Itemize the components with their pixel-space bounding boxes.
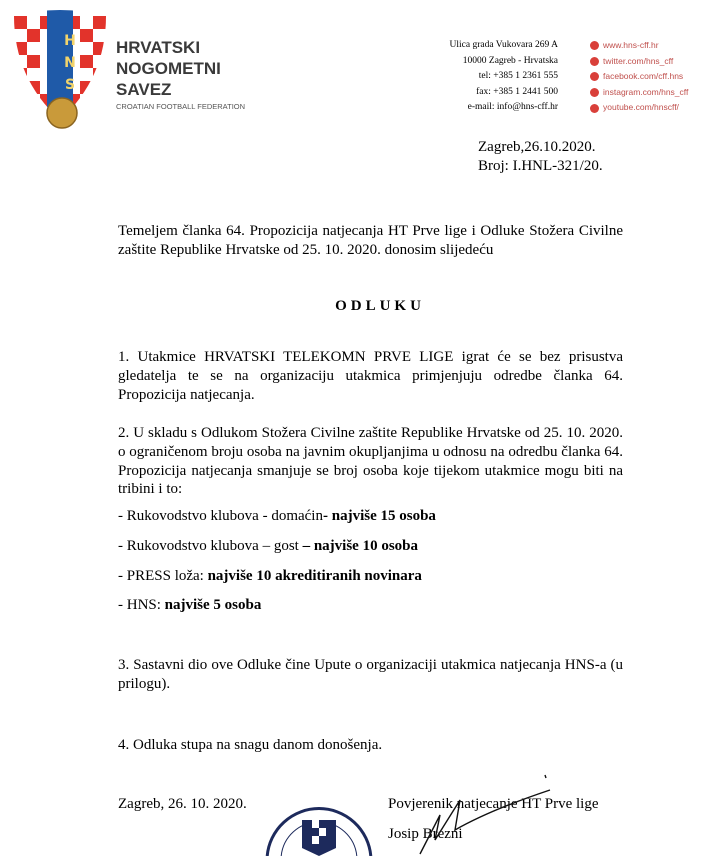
doc-date: Zagreb,26.10.2020. (478, 139, 596, 155)
twitter-icon (590, 57, 599, 66)
facebook-icon (590, 72, 599, 81)
social-instagram[interactable]: instagram.com/hns_cff (590, 85, 688, 101)
logo-text: HNS (64, 33, 76, 93)
signature (400, 770, 560, 856)
web-icon (590, 41, 599, 50)
doc-meta (478, 138, 603, 176)
signer-name: Josip Brezni (388, 826, 463, 842)
signer-title: Povjerenik natjecanje HT Prve lige (388, 796, 599, 812)
sign-date: Zagreb, 26. 10. 2020. (118, 796, 247, 812)
social-facebook[interactable]: facebook.com/cff.hns (590, 69, 688, 85)
item-1: 1. Utakmice HRVATSKI TELEKOMN PRVE LIGE igrat će se bez prisustva gledatelja te se na organizaciju utakmica primjenjuju odredbe članka 64. Propozicija natjecanja. (118, 349, 623, 403)
social-links (590, 38, 688, 116)
football-icon (47, 98, 77, 128)
social-web[interactable]: www.hns-cff.hr (590, 38, 688, 54)
item-4: 4. Odluka stupa na snagu danom donošenja. (118, 737, 383, 753)
intro-paragraph: Temeljem članka 64. Propozicija natjecanja HT Prve lige i Odluke Stožera Civilne zaštite Republike Hrvatske od 25. 10. 2020. donosim slijedeću (118, 223, 623, 258)
doc-title: ODLUKU (335, 298, 425, 314)
instagram-icon (590, 88, 599, 97)
contact-info: Ulica grada Vukovara 269 A 10000 Zagreb - Hrvatska tel: +385 1 2361 555 fax: +385 1 2441 500 e-mail: info@hns-cff.hr (449, 40, 558, 113)
list-item: - HNS: najviše 5 osoba (118, 597, 262, 613)
hns-crest (10, 8, 110, 133)
list-item: - PRESS loža: najviše 10 akreditiranih novinara (118, 568, 422, 584)
social-twitter[interactable]: twitter.com/hns_cff (590, 54, 688, 70)
doc-ref: Broj: I.HNL-321/20. (478, 158, 603, 174)
item-2: 2. U skladu s Odlukom Stožera Civilne zaštite Republike Hrvatske od 25. 10. 2020. o ograničenom broju osoba na javnim okupljanjima u odnosu na odredbu članka 64. Propozicija natjecanja smanjuje se broj osoba koje tijekom utakmice mogu biti na tribini i to: (118, 425, 623, 498)
list-item: - Rukovodstvo klubova – gost – najviše 10 osoba (118, 538, 419, 554)
social-youtube[interactable]: youtube.com/hnscff/ (590, 100, 688, 116)
official-stamp (262, 790, 377, 856)
list-item: - Rukovodstvo klubova - domaćin- najviše 15 osoba (118, 508, 436, 524)
item-3: 3. Sastavni dio ove Odluke čine Upute o organizaciji utakmica natjecanja HNS-a (u prilogu). (118, 657, 623, 692)
brand-name: HRVATSKI NOGOMETNI SAVEZ CROATIAN FOOTBALL FEDERATION (116, 38, 246, 111)
hns-logo (10, 8, 110, 133)
youtube-icon (590, 104, 599, 113)
